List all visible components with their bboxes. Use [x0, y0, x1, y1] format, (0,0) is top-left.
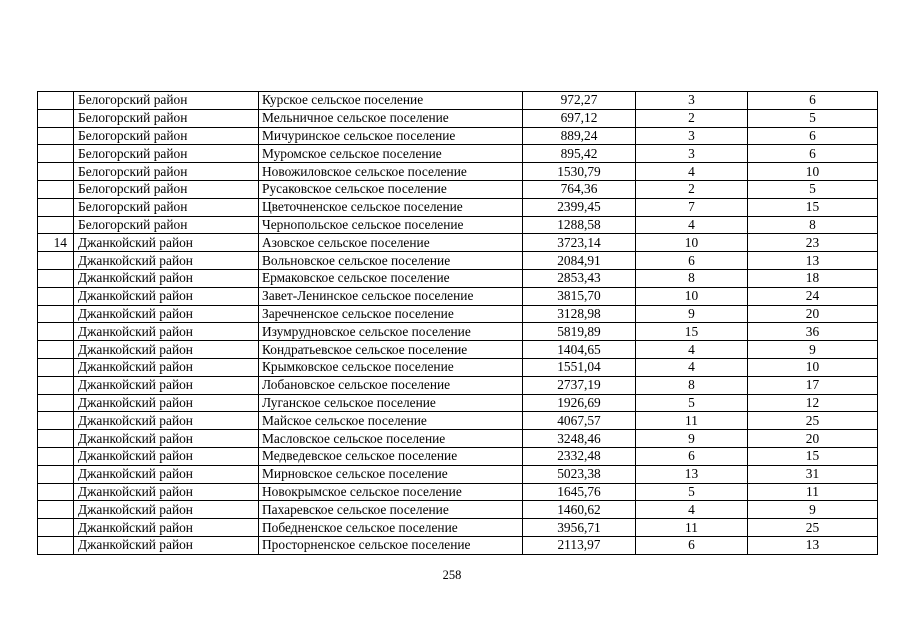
district-cell: Джанкойский район — [74, 376, 259, 394]
area-cell: 1404,65 — [523, 341, 636, 359]
row-number-cell — [38, 198, 74, 216]
area-cell: 5819,89 — [523, 323, 636, 341]
district-cell: Джанкойский район — [74, 430, 259, 448]
value-cell-6: 5 — [748, 180, 878, 198]
settlement-cell: Просторненское сельское поселение — [259, 536, 523, 554]
area-cell: 2113,97 — [523, 536, 636, 554]
row-number-cell — [38, 447, 74, 465]
area-cell: 3956,71 — [523, 519, 636, 537]
row-number-cell — [38, 358, 74, 376]
district-cell: Белогорский район — [74, 92, 259, 110]
value-cell-5: 13 — [636, 465, 748, 483]
value-cell-6: 20 — [748, 430, 878, 448]
table-row — [38, 198, 878, 216]
area-cell: 2399,45 — [523, 198, 636, 216]
table-row — [38, 127, 878, 145]
value-cell-6: 15 — [748, 447, 878, 465]
table-row — [38, 376, 878, 394]
area-cell: 2853,43 — [523, 269, 636, 287]
table-row — [38, 145, 878, 163]
value-cell-5: 3 — [636, 145, 748, 163]
value-cell-5: 4 — [636, 341, 748, 359]
district-cell: Джанкойский район — [74, 252, 259, 270]
area-cell: 895,42 — [523, 145, 636, 163]
table-row — [38, 323, 878, 341]
value-cell-5: 9 — [636, 430, 748, 448]
row-number-cell — [38, 145, 74, 163]
settlement-cell: Мирновское сельское поселение — [259, 465, 523, 483]
row-number-cell — [38, 287, 74, 305]
area-cell: 1551,04 — [523, 358, 636, 376]
settlement-cell: Мельничное сельское поселение — [259, 109, 523, 127]
value-cell-5: 4 — [636, 163, 748, 181]
value-cell-6: 6 — [748, 127, 878, 145]
value-cell-6: 24 — [748, 287, 878, 305]
row-number-cell — [38, 483, 74, 501]
row-number-cell — [38, 341, 74, 359]
value-cell-6: 25 — [748, 519, 878, 537]
value-cell-6: 20 — [748, 305, 878, 323]
row-number-cell — [38, 163, 74, 181]
row-number-cell — [38, 109, 74, 127]
district-cell: Джанкойский район — [74, 412, 259, 430]
settlement-cell: Луганское сельское поселение — [259, 394, 523, 412]
settlement-cell: Мичуринское сельское поселение — [259, 127, 523, 145]
value-cell-5: 9 — [636, 305, 748, 323]
value-cell-5: 6 — [636, 252, 748, 270]
district-cell: Белогорский район — [74, 127, 259, 145]
row-number-cell — [38, 465, 74, 483]
row-number-cell — [38, 536, 74, 554]
area-cell: 889,24 — [523, 127, 636, 145]
settlement-cell: Завет-Ленинское сельское поселение — [259, 287, 523, 305]
district-cell: Джанкойский район — [74, 447, 259, 465]
table-row — [38, 287, 878, 305]
settlement-cell: Масловское сельское поселение — [259, 430, 523, 448]
district-cell: Джанкойский район — [74, 234, 259, 252]
table-row — [38, 465, 878, 483]
value-cell-6: 15 — [748, 198, 878, 216]
area-cell: 1460,62 — [523, 501, 636, 519]
settlements-table — [37, 91, 878, 555]
table-row — [38, 430, 878, 448]
district-cell: Белогорский район — [74, 216, 259, 234]
value-cell-5: 3 — [636, 92, 748, 110]
district-cell: Белогорский район — [74, 180, 259, 198]
area-cell: 2737,19 — [523, 376, 636, 394]
settlement-cell: Майское сельское поселение — [259, 412, 523, 430]
value-cell-5: 4 — [636, 501, 748, 519]
area-cell: 1645,76 — [523, 483, 636, 501]
area-cell: 1288,58 — [523, 216, 636, 234]
table-row — [38, 234, 878, 252]
value-cell-5: 2 — [636, 180, 748, 198]
settlement-cell: Крымковское сельское поселение — [259, 358, 523, 376]
value-cell-6: 11 — [748, 483, 878, 501]
settlement-cell: Азовское сельское поселение — [259, 234, 523, 252]
district-cell: Джанкойский район — [74, 269, 259, 287]
district-cell: Белогорский район — [74, 163, 259, 181]
district-cell: Джанкойский район — [74, 323, 259, 341]
area-cell: 764,36 — [523, 180, 636, 198]
table-row — [38, 341, 878, 359]
area-cell: 3128,98 — [523, 305, 636, 323]
value-cell-5: 10 — [636, 287, 748, 305]
table-body — [38, 92, 878, 555]
row-number-cell — [38, 269, 74, 287]
table-row — [38, 305, 878, 323]
row-number-cell — [38, 216, 74, 234]
page-number: 258 — [442, 568, 462, 582]
row-number-cell — [38, 127, 74, 145]
value-cell-5: 15 — [636, 323, 748, 341]
value-cell-5: 5 — [636, 483, 748, 501]
value-cell-6: 10 — [748, 358, 878, 376]
district-cell: Джанкойский район — [74, 465, 259, 483]
value-cell-6: 23 — [748, 234, 878, 252]
row-number-cell — [38, 501, 74, 519]
district-cell: Белогорский район — [74, 198, 259, 216]
area-cell: 4067,57 — [523, 412, 636, 430]
settlement-cell: Ермаковское сельское поселение — [259, 269, 523, 287]
value-cell-6: 6 — [748, 92, 878, 110]
area-cell: 5023,38 — [523, 465, 636, 483]
table-row — [38, 252, 878, 270]
area-cell: 2084,91 — [523, 252, 636, 270]
value-cell-5: 7 — [636, 198, 748, 216]
table-row — [38, 216, 878, 234]
area-cell: 3248,46 — [523, 430, 636, 448]
value-cell-5: 11 — [636, 519, 748, 537]
table-row — [38, 483, 878, 501]
value-cell-5: 3 — [636, 127, 748, 145]
settlement-cell: Русаковское сельское поселение — [259, 180, 523, 198]
row-number-cell — [38, 305, 74, 323]
table-row — [38, 358, 878, 376]
settlement-cell: Медведевское сельское поселение — [259, 447, 523, 465]
table-row — [38, 501, 878, 519]
area-cell: 3723,14 — [523, 234, 636, 252]
value-cell-5: 5 — [636, 394, 748, 412]
value-cell-6: 13 — [748, 252, 878, 270]
value-cell-6: 8 — [748, 216, 878, 234]
table-row — [38, 269, 878, 287]
value-cell-5: 4 — [636, 358, 748, 376]
row-number-cell — [38, 430, 74, 448]
row-number-cell — [38, 92, 74, 110]
row-number-cell — [38, 519, 74, 537]
district-cell: Джанкойский район — [74, 394, 259, 412]
row-number-cell: 14 — [38, 234, 74, 252]
value-cell-5: 10 — [636, 234, 748, 252]
value-cell-5: 4 — [636, 216, 748, 234]
settlement-cell: Новокрымское сельское поселение — [259, 483, 523, 501]
value-cell-6: 17 — [748, 376, 878, 394]
table-row — [38, 163, 878, 181]
row-number-cell — [38, 394, 74, 412]
settlement-cell: Новожиловское сельское поселение — [259, 163, 523, 181]
settlement-cell: Курское сельское поселение — [259, 92, 523, 110]
district-cell: Джанкойский район — [74, 287, 259, 305]
area-cell: 3815,70 — [523, 287, 636, 305]
value-cell-6: 13 — [748, 536, 878, 554]
district-cell: Джанкойский район — [74, 501, 259, 519]
district-cell: Джанкойский район — [74, 305, 259, 323]
settlement-cell: Заречненское сельское поселение — [259, 305, 523, 323]
district-cell: Джанкойский район — [74, 341, 259, 359]
settlement-cell: Вольновское сельское поселение — [259, 252, 523, 270]
row-number-cell — [38, 376, 74, 394]
table-row — [38, 109, 878, 127]
settlement-cell: Цветочненское сельское поселение — [259, 198, 523, 216]
district-cell: Белогорский район — [74, 145, 259, 163]
district-cell: Джанкойский район — [74, 519, 259, 537]
row-number-cell — [38, 323, 74, 341]
value-cell-6: 5 — [748, 109, 878, 127]
value-cell-6: 25 — [748, 412, 878, 430]
value-cell-6: 36 — [748, 323, 878, 341]
district-cell: Джанкойский район — [74, 536, 259, 554]
settlement-cell: Лобановское сельское поселение — [259, 376, 523, 394]
area-cell: 972,27 — [523, 92, 636, 110]
table-row — [38, 519, 878, 537]
row-number-cell — [38, 180, 74, 198]
table-row — [38, 447, 878, 465]
table-row — [38, 536, 878, 554]
value-cell-6: 6 — [748, 145, 878, 163]
value-cell-5: 6 — [636, 536, 748, 554]
value-cell-6: 18 — [748, 269, 878, 287]
area-cell: 1926,69 — [523, 394, 636, 412]
value-cell-5: 6 — [636, 447, 748, 465]
district-cell: Джанкойский район — [74, 483, 259, 501]
value-cell-6: 12 — [748, 394, 878, 412]
value-cell-6: 10 — [748, 163, 878, 181]
value-cell-5: 11 — [636, 412, 748, 430]
table-row — [38, 180, 878, 198]
value-cell-5: 2 — [636, 109, 748, 127]
area-cell: 697,12 — [523, 109, 636, 127]
row-number-cell — [38, 412, 74, 430]
table-row — [38, 92, 878, 110]
value-cell-5: 8 — [636, 269, 748, 287]
area-cell: 2332,48 — [523, 447, 636, 465]
value-cell-6: 31 — [748, 465, 878, 483]
district-cell: Джанкойский район — [74, 358, 259, 376]
area-cell: 1530,79 — [523, 163, 636, 181]
district-cell: Белогорский район — [74, 109, 259, 127]
value-cell-5: 8 — [636, 376, 748, 394]
settlement-cell: Кондратьевское сельское поселение — [259, 341, 523, 359]
settlement-cell: Муромское сельское поселение — [259, 145, 523, 163]
row-number-cell — [38, 252, 74, 270]
settlement-cell: Чернопольское сельское поселение — [259, 216, 523, 234]
table-row — [38, 394, 878, 412]
table-row — [38, 412, 878, 430]
settlement-cell: Победненское сельское поселение — [259, 519, 523, 537]
settlement-cell: Изумрудновское сельское поселение — [259, 323, 523, 341]
value-cell-6: 9 — [748, 341, 878, 359]
settlement-cell: Пахаревское сельское поселение — [259, 501, 523, 519]
value-cell-6: 9 — [748, 501, 878, 519]
